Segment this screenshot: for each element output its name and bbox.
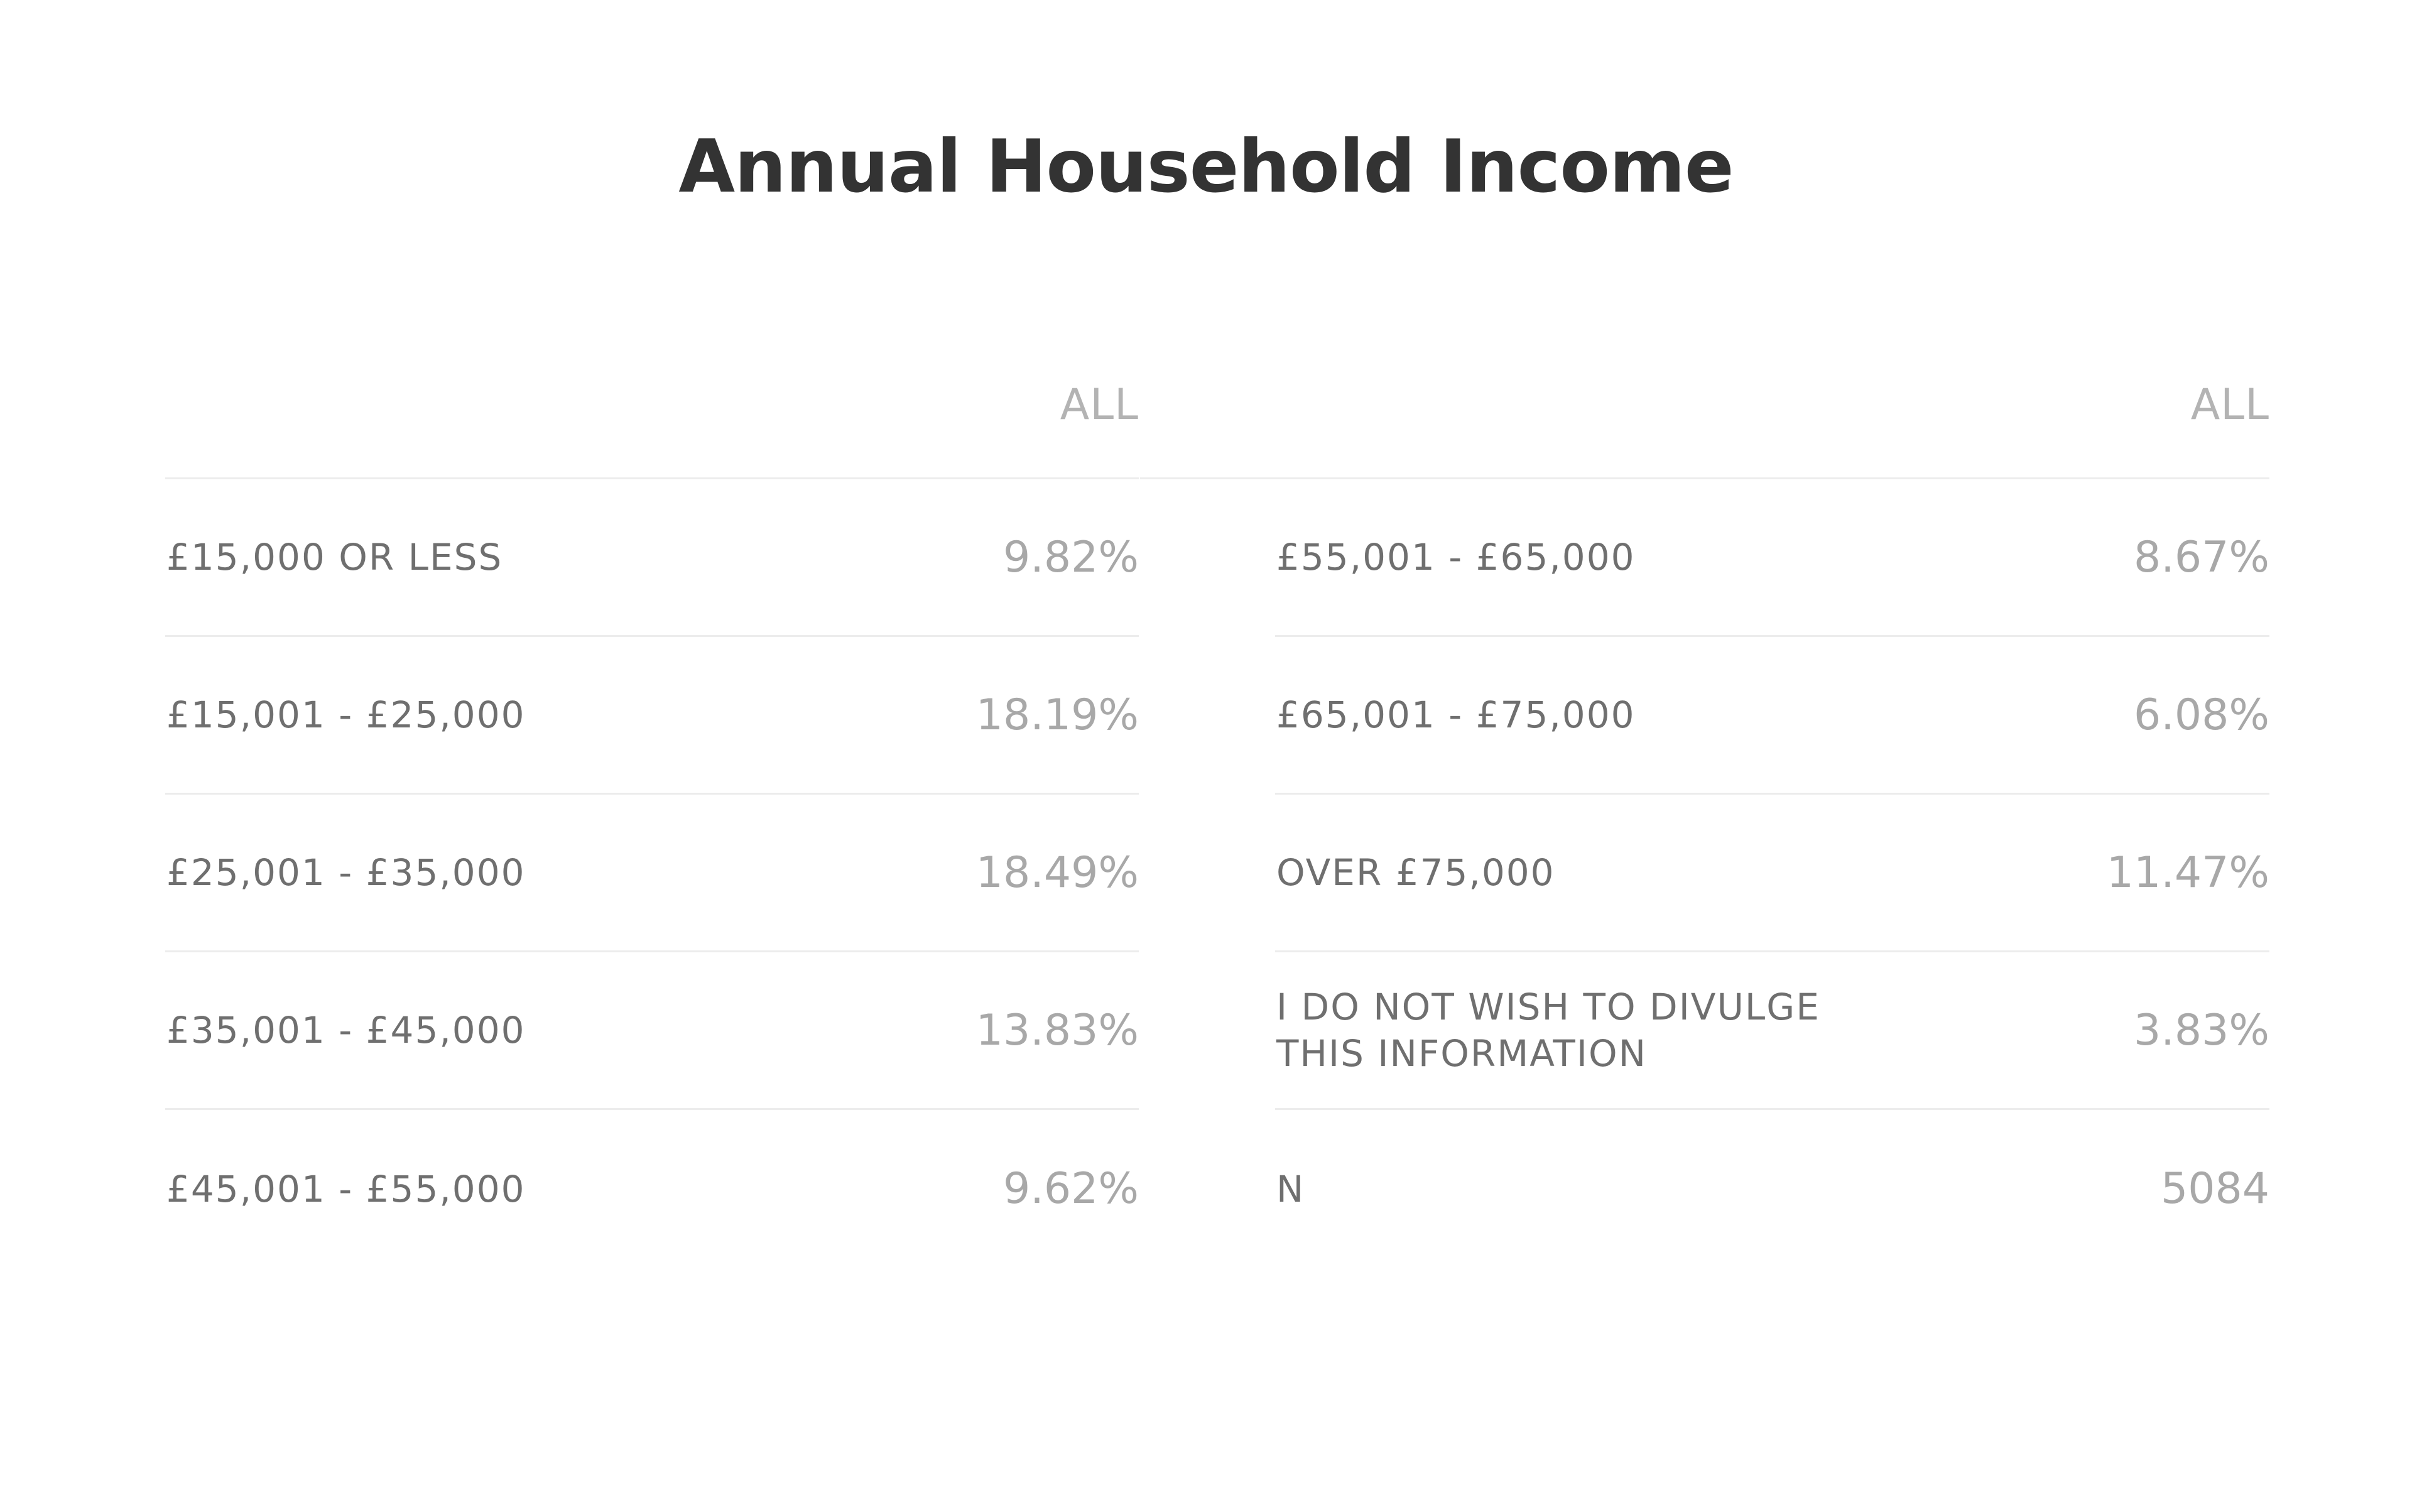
row-value: 18.49% (975, 847, 1139, 898)
row-label: OVER £75,000 (1276, 851, 1555, 894)
chart-title: Annual Household Income (678, 124, 1734, 209)
table-row (165, 795, 1139, 952)
row-value: 13.83% (975, 1005, 1139, 1055)
table-column-left (165, 364, 1139, 1268)
row-label: N (1276, 1167, 1305, 1210)
table-row (165, 952, 1139, 1110)
table-row (1275, 479, 2269, 637)
row-label: £65,001 - £75,000 (1276, 693, 1636, 736)
row-label: £35,001 - £45,000 (166, 1009, 526, 1052)
row-value: 18.19% (975, 690, 1139, 740)
row-value: 9.82% (1002, 532, 1139, 582)
table-row (165, 637, 1139, 795)
table-row (1275, 637, 2269, 795)
column-header-label: ALL (1060, 380, 1139, 430)
row-value: 11.47% (2106, 847, 2269, 898)
table-row (165, 1110, 1139, 1268)
column-header (1140, 364, 2269, 479)
row-value: 5084 (2160, 1164, 2269, 1214)
column-header (165, 364, 1139, 479)
table-row (1275, 795, 2269, 952)
row-label: I DO NOT WISH TO DIVULGE THIS INFORMATION (1276, 986, 1820, 1075)
row-value: 6.08% (2133, 690, 2269, 740)
row-label: £45,001 - £55,000 (166, 1167, 526, 1210)
row-value: 9.62% (1002, 1164, 1139, 1214)
row-label: £15,000 OR LESS (166, 536, 503, 579)
row-label: £15,001 - £25,000 (166, 693, 526, 736)
table-row (1275, 1110, 2269, 1268)
table-row (1275, 952, 2269, 1110)
row-label: £55,001 - £65,000 (1276, 536, 1636, 579)
table-row (165, 479, 1139, 637)
column-header-label: ALL (2190, 380, 2269, 430)
row-value: 3.83% (2133, 1005, 2269, 1055)
row-label: £25,001 - £35,000 (166, 851, 526, 894)
table-column-right (1275, 364, 2269, 1268)
row-value: 8.67% (2133, 532, 2269, 582)
